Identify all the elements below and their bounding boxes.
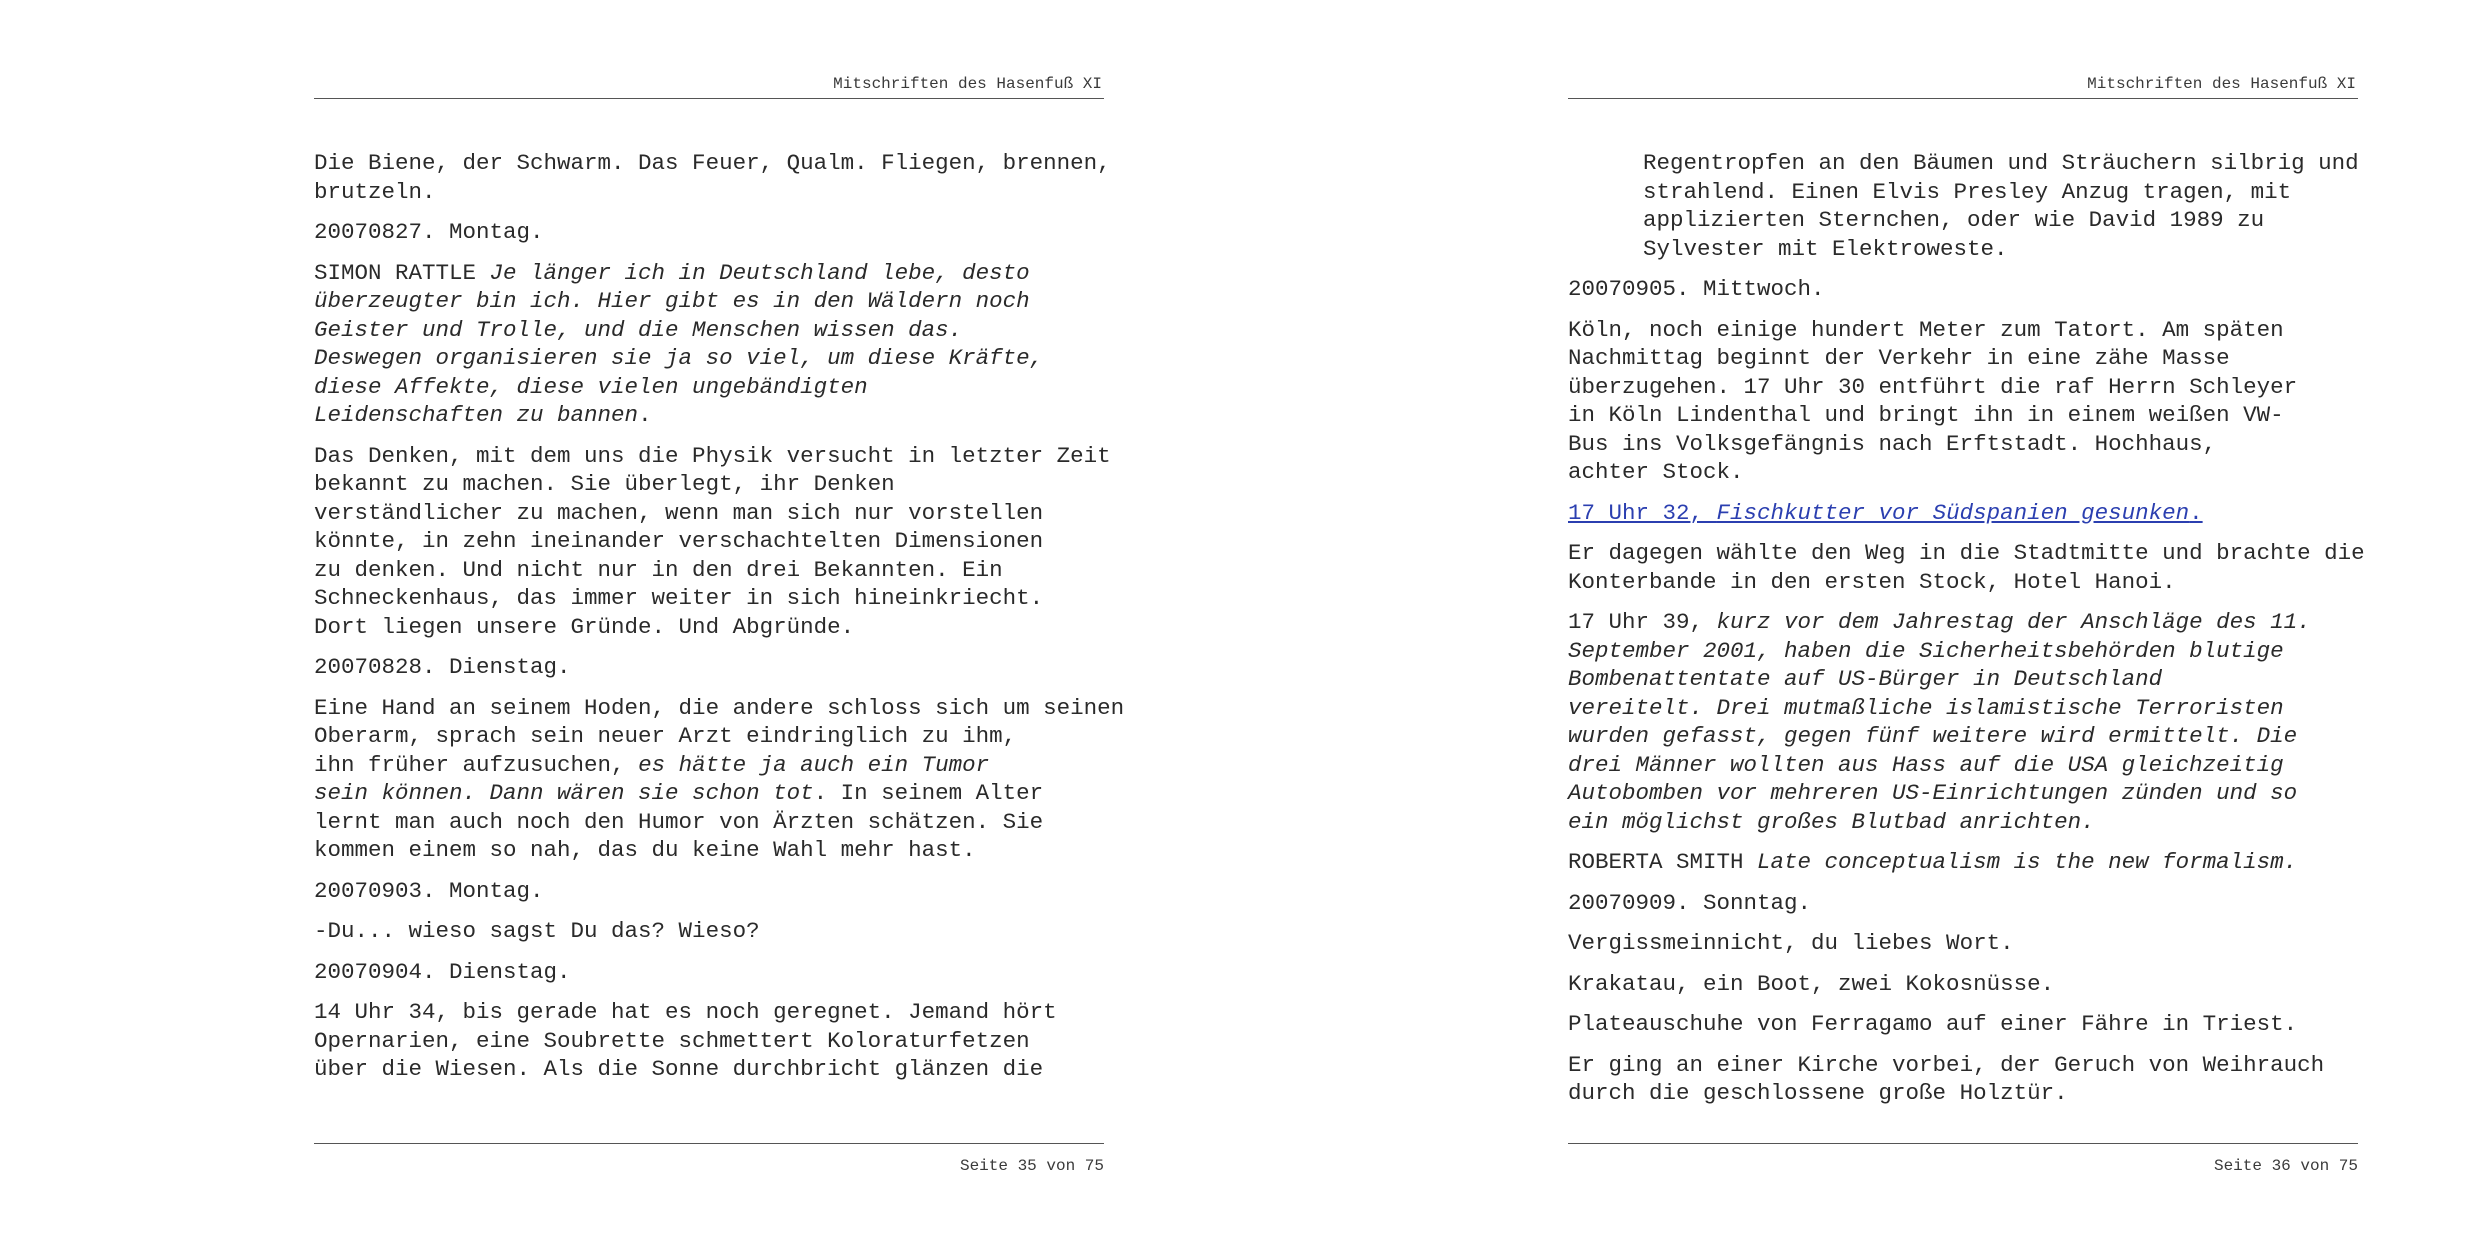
text-run: Bus ins Volksgefängnis nach Erftstadt. Hochhaus, xyxy=(1568,430,2217,457)
text-run: 20070828. Dienstag. xyxy=(314,654,571,680)
text-line xyxy=(1568,608,2358,637)
italic-text: Bombenattentate auf US-Bürger in Deutschland xyxy=(1568,666,2163,692)
text-run: in Köln Lindenthal und bringt ihn in einem weißen VW- xyxy=(1568,402,2284,428)
page-footer xyxy=(314,1143,1104,1176)
text-line xyxy=(314,613,1104,642)
italic-text: Geister und Trolle, und die Menschen wissen das. xyxy=(314,316,963,343)
paragraph xyxy=(1568,316,2358,487)
text-run: über die Wiesen. Als die Sonne durchbricht glänzen die xyxy=(314,1056,1044,1082)
paragraph xyxy=(314,259,1104,430)
text-run: 14 Uhr 34, bis gerade hat es noch geregnet. Jemand hört xyxy=(314,999,1057,1025)
text-line xyxy=(314,527,1104,556)
text-line xyxy=(314,779,1104,808)
paragraph xyxy=(314,218,1104,247)
text-line xyxy=(314,584,1104,613)
text-line xyxy=(1568,373,2358,402)
text-run: Er dagegen wählte den Weg in die Stadtmitte und brachte die xyxy=(1568,540,2365,566)
text-run: 20070827. Montag. xyxy=(314,219,544,245)
text-line xyxy=(314,149,1111,178)
text-line xyxy=(1643,206,2358,235)
text-run: . In seinem Alter xyxy=(813,780,1044,806)
paragraph xyxy=(1568,929,2358,958)
header-title: Mitschriften des Hasenfuß XI xyxy=(833,75,1102,93)
text-line xyxy=(1568,539,2365,568)
text-line xyxy=(1568,694,2358,723)
text-line xyxy=(314,442,1111,471)
text-line xyxy=(1568,316,2358,345)
text-run: Köln, noch einige hundert Meter zum Tatort. Am späten xyxy=(1568,316,2284,343)
text-line xyxy=(1568,275,2358,304)
text-line xyxy=(314,694,1125,723)
paragraph xyxy=(314,442,1111,642)
text-run: Vergissmeinnicht, du liebes Wort. xyxy=(1568,930,2014,956)
text-line xyxy=(1568,1079,2358,1108)
text-line xyxy=(314,1027,1104,1056)
paragraph xyxy=(1568,1010,2358,1039)
text-run: 20070903. Montag. xyxy=(314,877,544,904)
text-run: strahlend. Einen Elvis Presley Anzug tragen, mit xyxy=(1643,178,2292,205)
page-body xyxy=(1568,149,2365,1120)
page-header xyxy=(1568,74,2358,99)
text-line xyxy=(314,373,1104,402)
text-line xyxy=(1568,499,2358,528)
link-paragraph xyxy=(1568,499,2358,528)
paragraph xyxy=(314,917,1104,946)
text-line xyxy=(314,344,1104,373)
paragraph xyxy=(1568,1051,2358,1108)
text-line xyxy=(314,178,1104,207)
text-line xyxy=(314,722,1104,751)
page-number: Seite 35 von 75 xyxy=(959,1157,1104,1175)
text-run: -Du... wieso sagst Du das? Wieso? xyxy=(314,918,760,944)
text-line xyxy=(1643,149,2358,178)
text-run: . xyxy=(2189,499,2203,526)
text-run: überzugehen. 17 Uhr 30 entführt die raf Herrn Schleyer xyxy=(1568,373,2298,400)
text-run: Sylvester mit Elektroweste. xyxy=(1643,235,2008,262)
text-line xyxy=(314,1055,1104,1084)
paragraph xyxy=(1568,970,2358,999)
text-run: Plateauschuhe von Ferragamo auf einer Fähre in Triest. xyxy=(1568,1011,2298,1037)
text-line xyxy=(314,287,1104,316)
text-run: 20070904. Dienstag. xyxy=(314,958,571,985)
page-header xyxy=(314,74,1104,99)
text-run: Regentropfen an den Bäumen und Sträuchern silbrig und xyxy=(1643,150,2359,176)
italic-text: überzeugter bin ich. Hier gibt es in den Wäldern noch xyxy=(314,288,1030,314)
text-line xyxy=(314,470,1104,499)
text-run: durch die geschlossene große Holztür. xyxy=(1568,1080,2068,1106)
text-line xyxy=(1568,970,2358,999)
paragraph xyxy=(1568,889,2358,918)
text-line xyxy=(1568,848,2358,877)
text-line xyxy=(1568,568,2358,597)
text-line xyxy=(1568,665,2358,694)
paragraph xyxy=(314,998,1104,1084)
italic-text: Leidenschaften zu bannen xyxy=(314,402,639,428)
text-run: Dort liegen unsere Gründe. Und Abgründe. xyxy=(314,613,855,640)
text-run: applizierten Sternchen, oder wie David 1989 zu xyxy=(1643,207,2265,233)
text-line xyxy=(314,998,1104,1027)
page-number: Seite 36 von 75 xyxy=(2213,1157,2358,1175)
page-body xyxy=(314,149,1125,1096)
text-run: Nachmittag beginnt der Verkehr in eine zähe Masse xyxy=(1568,345,2230,371)
text-line xyxy=(314,316,1104,345)
text-run: Opernarien, eine Soubrette schmettert Koloraturfetzen xyxy=(314,1027,1030,1054)
text-line xyxy=(314,877,1104,906)
text-run: lernt man auch noch den Humor von Ärzten schätzen. Sie xyxy=(314,808,1044,835)
hyperlink[interactable] xyxy=(1568,499,2358,528)
text-line xyxy=(1643,178,2358,207)
text-line xyxy=(314,259,1104,288)
italic-text: ein möglichst großes Blutbad anrichten. xyxy=(1568,808,2095,835)
text-line xyxy=(314,836,1104,865)
text-run: SIMON RATTLE xyxy=(314,259,490,286)
text-run: ROBERTA SMITH xyxy=(1568,849,1758,875)
header-title: Mitschriften des Hasenfuß XI xyxy=(2087,75,2356,93)
italic-text: diese Affekte, diese vielen ungebändigten xyxy=(314,373,868,400)
page-left xyxy=(314,0,1125,1240)
italic-text: Late conceptualism is the new formalism. xyxy=(1757,849,2298,875)
paragraph xyxy=(1568,275,2358,304)
italic-text: vereitelt. Drei mutmaßliche islamistische Terroristen xyxy=(1568,694,2284,721)
text-run: Konterbande in den ersten Stock, Hotel Hanoi. xyxy=(1568,568,2176,595)
paragraph xyxy=(314,958,1104,987)
italic-text: Je länger ich in Deutschland lebe, desto xyxy=(489,259,1030,286)
paragraph xyxy=(314,877,1104,906)
text-line xyxy=(314,653,1104,682)
text-line xyxy=(314,917,1104,946)
text-run: bekannt zu machen. Sie überlegt, ihr Denken xyxy=(314,471,895,497)
text-run: zu denken. Und nicht nur in den drei Bekannten. Ein xyxy=(314,556,1003,583)
text-line xyxy=(314,401,1104,430)
italic-text: Fischkutter vor Südspanien gesunken xyxy=(1716,499,2190,526)
paragraph xyxy=(314,694,1125,865)
text-line xyxy=(1568,458,2358,487)
text-line xyxy=(314,499,1104,528)
text-line xyxy=(1568,401,2358,430)
text-run: . xyxy=(638,402,652,428)
text-line xyxy=(1568,779,2358,808)
text-line xyxy=(1568,929,2358,958)
page-right xyxy=(1568,0,2365,1240)
paragraph xyxy=(1568,848,2358,877)
paragraph xyxy=(314,653,1104,682)
text-run: verständlicher zu machen, wenn man sich nur vorstellen xyxy=(314,499,1044,526)
text-run: könnte, in zehn ineinander verschachtelten Dimensionen xyxy=(314,528,1044,554)
italic-text: September 2001, haben die Sicherheitsbehörden blutige xyxy=(1568,637,2284,664)
text-line xyxy=(1568,722,2358,751)
text-run: Eine Hand an seinem Hoden, die andere schloss sich um seinen xyxy=(314,694,1125,721)
italic-text: sein können. Dann wären sie schon tot xyxy=(314,780,814,806)
italic-text: drei Männer wollten aus Hass auf die USA gleichzeitig xyxy=(1568,751,2284,778)
text-run: kommen einem so nah, das du keine Wahl mehr hast. xyxy=(314,837,976,863)
text-line xyxy=(1568,808,2358,837)
text-line xyxy=(314,808,1104,837)
text-line xyxy=(1568,751,2358,780)
text-run: Schneckenhaus, das immer weiter in sich hineinkriecht. xyxy=(314,585,1044,611)
text-run: Die Biene, der Schwarm. Das Feuer, Qualm. Fliegen, brennen, xyxy=(314,150,1111,176)
italic-text: Autobomben vor mehreren US-Einrichtungen zünden und so xyxy=(1568,780,2298,806)
paragraph xyxy=(1568,149,2358,263)
text-line xyxy=(1568,889,2358,918)
text-line xyxy=(1568,637,2358,666)
text-line xyxy=(1568,344,2358,373)
text-line xyxy=(314,958,1104,987)
paragraph xyxy=(314,149,1111,206)
text-line xyxy=(1568,430,2358,459)
text-line xyxy=(314,218,1104,247)
text-run: Er ging an einer Kirche vorbei, der Geruch von Weihrauch xyxy=(1568,1051,2325,1078)
italic-text: wurden gefasst, gegen fünf weitere wird ermittelt. Die xyxy=(1568,723,2298,749)
paragraph xyxy=(1568,539,2365,596)
text-run: Das Denken, mit dem uns die Physik versucht in letzter Zeit xyxy=(314,442,1111,469)
italic-text: Deswegen organisieren sie ja so viel, um diese Kräfte, xyxy=(314,345,1044,371)
text-line xyxy=(314,556,1104,585)
text-run: ihn früher aufzusuchen, xyxy=(314,751,639,778)
italic-text: kurz vor dem Jahrestag der Anschläge des 11. xyxy=(1716,609,2311,635)
text-run: brutzeln. xyxy=(314,178,436,205)
text-line xyxy=(1643,235,2358,264)
page-footer xyxy=(1568,1143,2358,1176)
text-line xyxy=(1568,1010,2358,1039)
paragraph xyxy=(1568,608,2358,836)
text-run: 17 Uhr 32, xyxy=(1568,499,1717,526)
text-line xyxy=(314,751,1104,780)
text-run: achter Stock. xyxy=(1568,459,1744,485)
text-line xyxy=(1568,1051,2358,1080)
text-run: 20070909. Sonntag. xyxy=(1568,889,1812,916)
text-run: Krakatau, ein Boot, zwei Kokosnüsse. xyxy=(1568,970,2055,997)
italic-text: es hätte ja auch ein Tumor xyxy=(638,751,990,778)
text-run: 20070905. Mittwoch. xyxy=(1568,276,1825,302)
text-run: 17 Uhr 39, xyxy=(1568,609,1717,635)
text-run: Oberarm, sprach sein neuer Arzt eindringlich zu ihm, xyxy=(314,723,1017,749)
